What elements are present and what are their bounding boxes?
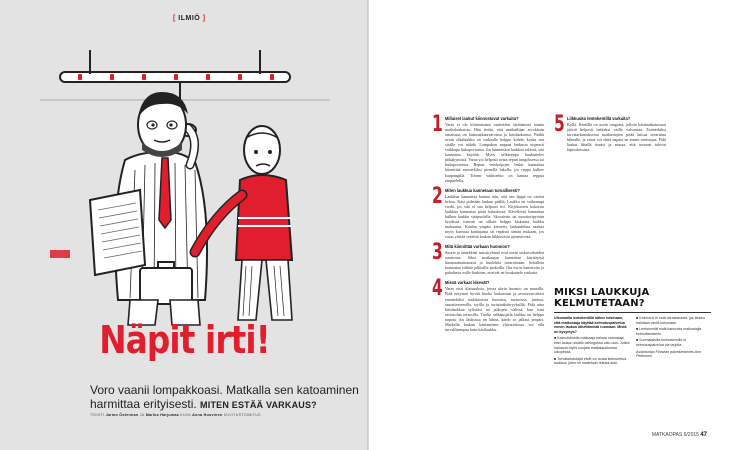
deck-line-2: harmittaa erityisesti. (90, 397, 197, 411)
sidebar-divider (554, 312, 711, 313)
sidebar-title: MIKSI LAUKKUJA KELMUTETAAN? (554, 287, 650, 309)
question-title: Liikkuuko lentokentillä varkaita? (567, 116, 631, 121)
question-title: Miten laukkua kannetaan turvallisesti? (445, 187, 520, 193)
question-block-1: 1 Millaiset laukut kiinnostavat varkaita? Varas ei ole kiinnostunut vaatteiden täyttämistä tonnia matkalaukuista. Hän tietää, että matkailijan arvokkain omaisuus on käsimatkatavaroissa ja käsilaukuissa. Päältä avoin olkalaukku on varkaalle helppo kohde, koska sen sisälle voi nähdä. Lompakon nappaa laukusta nopeasti vaikkapa liukuportaissa. Jos kannoitkin laukkua selässä, sitä kannattaa käyttää. Myös selkäreppu houkuttelee pitkäkyntisiä. Varas voi helposti avata repun tungoksessa tai liukuportaissa. Repun vetoketjujen lenkit kannattaa kiinnittää esimerkiksi pienellä lukolla, jos reppu kulkee kaupungilla. Toinen vaihtoehto on kantaa reppua etupuolella. (432, 112, 544, 183)
question-block-4: 4 Missä varkaat iskevät? Varas etsii tilaisuuksia, joissa uhrin huomio on muualla. Pidä erityisen hyvää huolta laukuistasi ja arvotavaroistasi esimerkiksi ruuhkaisissa bussissa, metroissa, junissa, rautatieasemilla, torilla ja turistinähtävyyksillä. Pidä aina käsilaukkua sylissäsi tai jalkojesi välissä, kun istut ravintolan terassilla. Tuolin selkänojalla laukku on helppo napata. Jos laukussa on hihna, kiedo se jalkasi ympäri. Matkalla laukun kantaminen ylävartalossa voi olla turvallisempaa kuin käsilaukku. (432, 276, 544, 332)
deck (90, 383, 362, 412)
deck-bold: MITEN ESTÄÄ VARKAUS? (200, 400, 317, 410)
headline: Näpit irti! (99, 318, 270, 362)
question-body: Varas etsii tilaisuuksia, joissa uhrin huomio on muualla. Pidä erityisen hyvää huolta laukuistasi ja arvotavaroistasi esimerkiksi ruuhkaisissa bussissa, metroissa, junissa, rautatieasemilla, torilla ja turistinähtävyyksillä. Pidä aina käsilaukkua sylissäsi tai jalkojesi välissä, kun istut ravintolan terassilla. Tuolin selkänojalla laukku on helppo napata. Jos laukussa on hihna, kiedo se jalkasi ympäri. Matkalla laukun kantaminen ylävartalossa voi olla turvallisempaa kuin käsilaukku. (445, 286, 544, 332)
question-title: Missä varkaat iskevät? (445, 280, 490, 286)
subway-illustration (30, 30, 340, 330)
sidebar-column-2 (636, 316, 712, 368)
sidebar-bullet: ■ Lentokentät eivät kannusta matkustajia kelmuttamiseen. (636, 327, 702, 336)
question-block-3: 3 Mitä kiinnittää varkaan huomion? Suuret ja äänekkäät turistiryhmät ovat usein taskuvarkaiden suosiossa. Siksi matkaajan kannattaa käyttäytyä huomaamattomasti ja huolehtia tavaroistaan. Selailleta kannattaa välttää julkisilla paikoilla. Ota myös kameroita ja puhelimia esille harkiten, etteivät ne houkuttele varkaita. (432, 240, 544, 276)
sidebar-bullet: ■ Suomalaisilla lentoasemilla ei kelmutuspalvelua ole tarjolla. (636, 338, 687, 347)
section-tag: [ ILMIÖ ] (173, 15, 206, 22)
question-body: Varas ei ole kiinnostunut vaatteiden täyttämistä tonnia matkalaukuista. Hän tietää, että matkailijan arvokkain omaisuus on käsimatkatavaroissa ja käsilaukuissa. Päältä avoin olkalaukku on varkaalle helppo kohde, koska sen sisälle voi nähdä. Lompakon nappaa laukusta nopeasti vaikkapa liukuportaissa. Jos kannoitkin laukkua selässä, sitä kannattaa käyttää. Myös selkäreppu houkuttelee pitkäkyntisiä. Varas voi helposti avata repun tungoksessa tai liukuportaissa. Repun vetoketjujen lenkit kannattaa kiinnittää esimerkiksi pienellä lukolla, jos reppu kulkee kaupungilla. Toinen vaihtoehto on kantaa reppua etupuolella. (445, 122, 544, 183)
sidebar-bullet: ■ Kelmutus ei estä varastamista, jos laukku halutaan viedä kokonaan. (636, 316, 706, 325)
question-body: Laukkua kannattaa kantaa niin, että sen läppä on vasten kehoa. Käsi pidetään laukun päällä. Laukku on vaikeampi viedä, jos sitä ei saa helposti irti. Kirjekuoren kokoista laukkua kannattaa pitää kainalossa. Kävellessä kannattaa kulkea laukku sisäpuolella. Skootterin tai moottoripyörän kyydissä istuvan on silloin helppo kiskaista laukku mukaansa. Kaulan ympäri kierretty laukunhihna saattaa myös kuristaa kantajansa tai repäistä tämän mukaan, jos varas yrittää vetäistä laukun liikkuvasta ajoneuvosta. (445, 193, 544, 240)
question-title: Mitä kiinnittää varkaan huomion? (445, 244, 510, 250)
question-block-5: 5 Liikkuuko lentokentillä varkaita? Kyllä. Kentillä on usein tungosta, jolloin käsimatkatavarat jäävät helposti hetkeksi vaille valvontaa. Esimerkiksi turvatarkastuksessa matkustajien pitää laittaa tavaransa hihnalle, ja varas voi ehtiä napata ne ennen omistajaa. Pidä laukut lähellä itseäsi ja seuraa, että tavarasi tulevat läpivalaisusta. (554, 112, 666, 153)
page-folio: MATKAOPAS 6/2015 47 (651, 432, 707, 438)
sidebar-column-1 (554, 316, 630, 368)
sidebar-bullet: ■ Turvatarkastajat eivät voi avata kelmutettua laukkua, joten ne saatetaan leikata auki. (554, 356, 627, 366)
sidebar-intro: Ulkomailla lentokentillä näkee toisinaan, että matkustaja käyttää kelmutuspalvelua ennen laukun lähettämistä ruumaan. Mistä on kysymys? (554, 316, 627, 334)
deck-line-1: Voro vaanii lompakkoasi. Matkalla sen katoaminen (90, 383, 359, 397)
credits: TEKSTI Jarmo Österman JA Marika Harjumaa KUVA Anna Huovinen KUVITUSTOIMITUS (90, 413, 261, 417)
question-title: Millaiset laukut kiinnostavat varkaita? (445, 116, 519, 121)
sidebar-box (554, 287, 714, 437)
sidebar-credit: Asiantuntija Finavian palveluesimies Ann Pekkonen (636, 349, 701, 359)
article-column-2 (554, 112, 666, 157)
sidebar-bullet: ■ Kelmutuksella matkaaja haluaa varmistaa, ettei laukun sisältö vahingossa valu ulos. Jotkut haluavat myös suojata matkalaukkunsa ulkopintaa. (554, 336, 630, 355)
question-block-2: 2 Miten laukkua kannetaan turvallisesti? Laukkua kannattaa kantaa niin, että sen läppä on vasten kehoa. Käsi pidetään laukun päällä. Laukku on vaikeampi viedä, jos sitä ei saa helposti irti. Kirjekuoren kokoista laukkua kannattaa pitää kainalossa. Kävellessä kannattaa kulkea laukku sisäpuolella. Skootterin tai moottoripyörän kyydissä istuvan on silloin helppo kiskaista laukku mukaansa. Kaulan ympäri kierretty laukunhihna saattaa myös kuristaa kantajansa tai repäistä tämän mukaan, jos varas yrittää vetäistä laukun liikkuvasta ajoneuvosta. (432, 183, 544, 240)
question-body: Kyllä. Kentillä on usein tungosta, jolloin käsimatkatavarat jäävät helposti hetkeksi vaille valvontaa. Esimerkiksi turvatarkastuksessa matkustajien pitää laittaa tavaransa hihnalle, ja varas voi ehtiä napata ne ennen omistajaa. Pidä laukut lähellä itseäsi ja seuraa, että tavarasi tulevat läpivalaisusta. (567, 122, 666, 153)
article-column-1 (432, 112, 544, 337)
question-body: Suuret ja äänekkäät turistiryhmät ovat usein taskuvarkaiden suosiossa. Siksi matkaajan kannattaa käyttäytyä huomaamattomasti ja huolehtia tavaroistaan. Selailleta kannattaa välttää julkisilla paikoilla. Ota myös kameroita ja puhelimia esille harkiten, etteivät ne houkuttele varkaita. (445, 250, 544, 276)
